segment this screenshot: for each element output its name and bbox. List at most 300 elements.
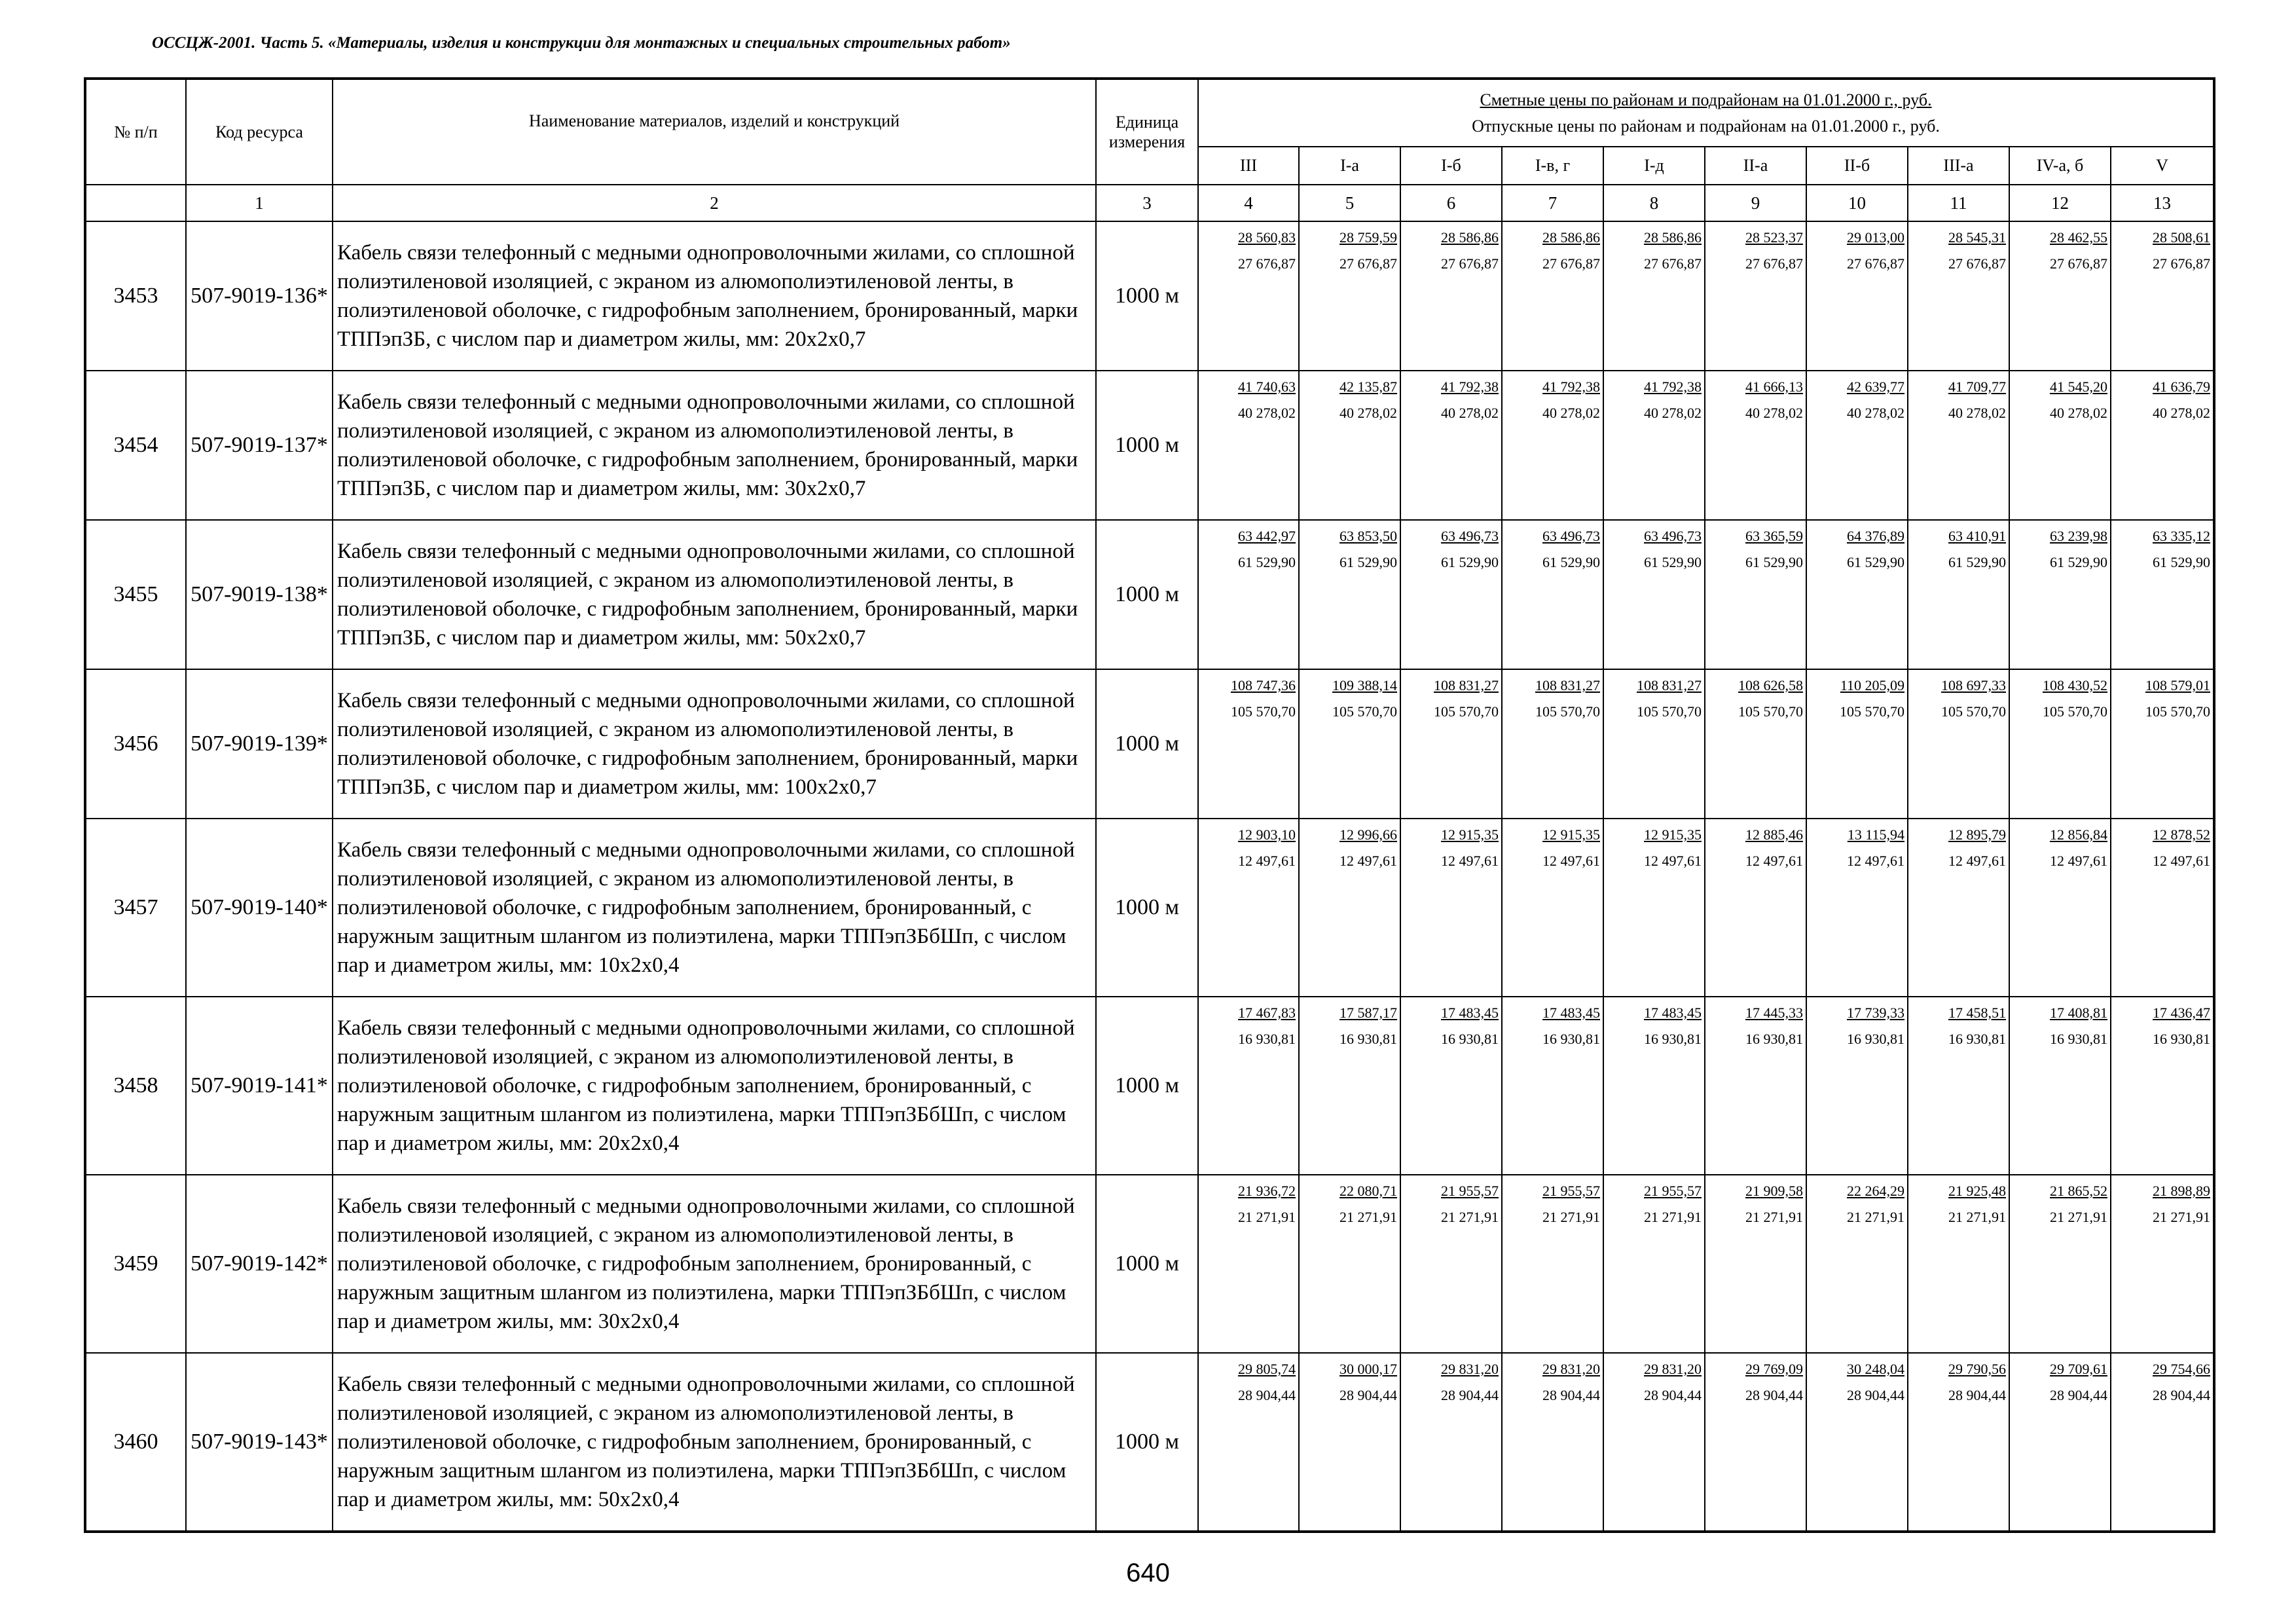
price-cell xyxy=(2111,669,2214,819)
column-number: 13 xyxy=(2111,185,2214,221)
region-header: III-а xyxy=(1908,147,2009,185)
estimate-price: 63 496,73 xyxy=(1644,528,1702,544)
header-unit: Единица измерения xyxy=(1096,79,1198,185)
resource-code: 507-9019-142* xyxy=(186,1175,333,1353)
release-price: 28 904,44 xyxy=(1745,1387,1803,1403)
price-cell xyxy=(1198,1353,1299,1532)
estimate-price: 17 587,17 xyxy=(1339,1005,1397,1021)
price-cell xyxy=(1908,371,2009,520)
price-cell xyxy=(2111,997,2214,1175)
column-number: 2 xyxy=(333,185,1096,221)
release-price: 105 570,70 xyxy=(1535,703,1600,720)
estimate-price: 63 335,12 xyxy=(2153,528,2211,544)
estimate-price: 17 458,51 xyxy=(1948,1005,2006,1021)
price-cell xyxy=(1299,1175,1400,1353)
price-cell xyxy=(1299,669,1400,819)
price-cell xyxy=(1705,221,1806,371)
estimate-price: 108 831,27 xyxy=(1535,677,1600,693)
estimate-price: 28 508,61 xyxy=(2153,229,2211,246)
price-cell xyxy=(1502,221,1603,371)
estimate-price: 12 878,52 xyxy=(2153,826,2211,843)
release-price: 16 930,81 xyxy=(1847,1031,1904,1047)
estimate-price: 12 915,35 xyxy=(1441,826,1499,843)
price-cell xyxy=(1299,997,1400,1175)
price-cell xyxy=(1806,997,1908,1175)
estimate-price: 28 545,31 xyxy=(1948,229,2006,246)
price-cell xyxy=(1198,669,1299,819)
unit-of-measure: 1000 м xyxy=(1096,997,1198,1175)
release-price: 27 676,87 xyxy=(1441,255,1499,272)
price-cell xyxy=(1400,371,1502,520)
estimate-price: 21 898,89 xyxy=(2153,1183,2211,1199)
price-cell xyxy=(1198,371,1299,520)
estimate-price: 21 909,58 xyxy=(1745,1183,1803,1199)
estimate-price: 29 013,00 xyxy=(1847,229,1904,246)
release-price: 27 676,87 xyxy=(2153,255,2211,272)
price-cell xyxy=(2111,1353,2214,1532)
item-name: Кабель связи телефонный с медными однопроволочными жилами, со сплошной полиэтиленовой изоляцией, с экраном из алюмополиэтиленовой ленты, в полиэтиленовой оболочке, с гидрофобным заполнением, бронированный, с наружным защитным шлангом из полиэтилена, марки ТППэпЗБбШп, с числом пар и диаметром жилы, мм: 30х2х0,4 xyxy=(333,1175,1096,1353)
price-cell xyxy=(1908,520,2009,669)
table-body xyxy=(85,221,2214,1532)
running-head: ОССЦЖ-2001. Часть 5. «Материалы, изделия и конструкции для монтажных и специальных строительных работ» xyxy=(152,34,1011,52)
price-cell xyxy=(1502,371,1603,520)
header-num: № п/п xyxy=(85,79,186,185)
price-cell xyxy=(1502,819,1603,997)
estimate-price: 17 467,83 xyxy=(1238,1005,1296,1021)
column-number: 7 xyxy=(1502,185,1603,221)
release-price: 28 904,44 xyxy=(2153,1387,2211,1403)
release-price: 27 676,87 xyxy=(1745,255,1803,272)
price-cell xyxy=(1502,1175,1603,1353)
price-cell xyxy=(1705,520,1806,669)
release-price: 61 529,90 xyxy=(2050,554,2107,570)
estimate-price: 41 792,38 xyxy=(1441,378,1499,395)
estimate-price: 41 545,20 xyxy=(2050,378,2107,395)
unit-of-measure: 1000 м xyxy=(1096,669,1198,819)
estimate-price: 12 885,46 xyxy=(1745,826,1803,843)
column-number: 3 xyxy=(1096,185,1198,221)
release-price: 40 278,02 xyxy=(1644,405,1702,421)
price-cell xyxy=(1705,371,1806,520)
price-cell xyxy=(1400,1353,1502,1532)
column-number: 9 xyxy=(1705,185,1806,221)
price-cell xyxy=(2111,819,2214,997)
price-cell xyxy=(1603,669,1705,819)
price-cell xyxy=(1603,819,1705,997)
release-price: 12 497,61 xyxy=(2050,853,2107,869)
release-price: 27 676,87 xyxy=(1339,255,1397,272)
price-table xyxy=(84,77,2215,1533)
estimate-price: 63 496,73 xyxy=(1542,528,1600,544)
estimate-price: 29 831,20 xyxy=(1644,1361,1702,1377)
price-cell xyxy=(1603,1353,1705,1532)
item-name: Кабель связи телефонный с медными однопроволочными жилами, со сплошной полиэтиленовой изоляцией, с экраном из алюмополиэтиленовой ленты, в полиэтиленовой оболочке, с гидрофобным заполнением, бронированный, с наружным защитным шлангом из полиэтилена, марки ТППэпЗБбШп, с числом пар и диаметром жилы, мм: 10х2х0,4 xyxy=(333,819,1096,997)
resource-code: 507-9019-143* xyxy=(186,1353,333,1532)
estimate-price: 12 915,35 xyxy=(1644,826,1702,843)
estimate-price: 17 739,33 xyxy=(1847,1005,1904,1021)
release-price: 21 271,91 xyxy=(1644,1209,1702,1225)
price-cell xyxy=(1400,669,1502,819)
item-name: Кабель связи телефонный с медными однопроволочными жилами, со сплошной полиэтиленовой изоляцией, с экраном из алюмополиэтиленовой ленты, в полиэтиленовой оболочке, с гидрофобным заполнением, бронированный, марки ТППэпЗБ, с числом пар и диаметром жилы, мм: 30х2х0,7 xyxy=(333,371,1096,520)
estimate-price: 63 365,59 xyxy=(1745,528,1803,544)
estimate-price: 63 410,91 xyxy=(1948,528,2006,544)
release-price: 105 570,70 xyxy=(1941,703,2006,720)
release-price: 105 570,70 xyxy=(1637,703,1702,720)
price-cell xyxy=(1400,520,1502,669)
release-price: 16 930,81 xyxy=(1948,1031,2006,1047)
estimate-price: 29 754,66 xyxy=(2153,1361,2211,1377)
estimate-price: 28 586,86 xyxy=(1441,229,1499,246)
release-price: 16 930,81 xyxy=(1542,1031,1600,1047)
item-name: Кабель связи телефонный с медными однопроволочными жилами, со сплошной полиэтиленовой изоляцией, с экраном из алюмополиэтиленовой ленты, в полиэтиленовой оболочке, с гидрофобным заполнением, бронированный, марки ТППэпЗБ, с числом пар и диаметром жилы, мм: 100х2х0,7 xyxy=(333,669,1096,819)
price-cell xyxy=(1400,819,1502,997)
release-price: 21 271,91 xyxy=(2153,1209,2211,1225)
release-price: 16 930,81 xyxy=(1339,1031,1397,1047)
unit-of-measure: 1000 м xyxy=(1096,520,1198,669)
release-price: 27 676,87 xyxy=(2050,255,2107,272)
estimate-price: 109 388,14 xyxy=(1332,677,1397,693)
release-price: 12 497,61 xyxy=(1238,853,1296,869)
release-price: 61 529,90 xyxy=(1542,554,1600,570)
release-price: 21 271,91 xyxy=(1542,1209,1600,1225)
column-number: 12 xyxy=(2009,185,2111,221)
estimate-price: 12 856,84 xyxy=(2050,826,2107,843)
price-cell xyxy=(2009,221,2111,371)
item-name: Кабель связи телефонный с медными однопроволочными жилами, со сплошной полиэтиленовой изоляцией, с экраном из алюмополиэтиленовой ленты, в полиэтиленовой оболочке, с гидрофобным заполнением, бронированный, марки ТППэпЗБ, с числом пар и диаметром жилы, мм: 20х2х0,7 xyxy=(333,221,1096,371)
price-cell xyxy=(1198,520,1299,669)
release-price: 21 271,91 xyxy=(1238,1209,1296,1225)
price-cell xyxy=(1400,997,1502,1175)
estimate-price: 108 747,36 xyxy=(1231,677,1296,693)
row-number: 3458 xyxy=(85,997,186,1175)
price-cell xyxy=(2009,819,2111,997)
release-price: 28 904,44 xyxy=(2050,1387,2107,1403)
price-cell xyxy=(1806,1175,1908,1353)
estimate-price: 30 248,04 xyxy=(1847,1361,1904,1377)
table-row xyxy=(85,819,2214,997)
resource-code: 507-9019-136* xyxy=(186,221,333,371)
estimate-price: 12 915,35 xyxy=(1542,826,1600,843)
region-header: IV-а, б xyxy=(2009,147,2111,185)
table-row xyxy=(85,520,2214,669)
release-price: 12 497,61 xyxy=(1847,853,1904,869)
row-number: 3454 xyxy=(85,371,186,520)
price-cell xyxy=(1198,997,1299,1175)
header-prices xyxy=(1198,79,2214,147)
price-cell xyxy=(1603,997,1705,1175)
estimate-price: 12 996,66 xyxy=(1339,826,1397,843)
table-row xyxy=(85,371,2214,520)
release-price: 105 570,70 xyxy=(1332,703,1397,720)
column-number-empty xyxy=(85,185,186,221)
price-cell xyxy=(1908,997,2009,1175)
estimate-price: 63 496,73 xyxy=(1441,528,1499,544)
price-cell xyxy=(1806,819,1908,997)
estimate-price: 28 586,86 xyxy=(1542,229,1600,246)
row-number: 3457 xyxy=(85,819,186,997)
region-header: V xyxy=(2111,147,2214,185)
estimate-price: 21 955,57 xyxy=(1441,1183,1499,1199)
header-name: Наименование материалов, изделий и конструкций xyxy=(333,79,1096,185)
column-number: 10 xyxy=(1806,185,1908,221)
price-cell xyxy=(1603,1175,1705,1353)
estimate-price: 29 709,61 xyxy=(2050,1361,2107,1377)
estimate-price: 30 000,17 xyxy=(1339,1361,1397,1377)
release-price: 28 904,44 xyxy=(1644,1387,1702,1403)
estimate-price: 22 080,71 xyxy=(1339,1183,1397,1199)
release-price: 40 278,02 xyxy=(1745,405,1803,421)
estimate-price: 28 523,37 xyxy=(1745,229,1803,246)
price-cell xyxy=(1198,819,1299,997)
price-cell xyxy=(1908,221,2009,371)
resource-code: 507-9019-140* xyxy=(186,819,333,997)
price-cell xyxy=(1299,1353,1400,1532)
estimate-price: 63 853,50 xyxy=(1339,528,1397,544)
release-price: 105 570,70 xyxy=(1840,703,1904,720)
release-price: 40 278,02 xyxy=(1238,405,1296,421)
price-cell xyxy=(1806,221,1908,371)
estimate-price: 28 462,55 xyxy=(2050,229,2107,246)
release-price: 12 497,61 xyxy=(1441,853,1499,869)
region-header: II-б xyxy=(1806,147,1908,185)
estimate-price: 63 239,98 xyxy=(2050,528,2107,544)
price-cell xyxy=(2009,520,2111,669)
estimate-price: 28 759,59 xyxy=(1339,229,1397,246)
release-price: 12 497,61 xyxy=(1745,853,1803,869)
estimate-price: 29 805,74 xyxy=(1238,1361,1296,1377)
price-cell xyxy=(1502,997,1603,1175)
release-price: 12 497,61 xyxy=(1542,853,1600,869)
release-price: 105 570,70 xyxy=(1434,703,1499,720)
price-cell xyxy=(2111,1175,2214,1353)
price-cell xyxy=(1806,669,1908,819)
release-price: 28 904,44 xyxy=(1441,1387,1499,1403)
release-price: 27 676,87 xyxy=(1644,255,1702,272)
resource-code: 507-9019-141* xyxy=(186,997,333,1175)
release-price: 27 676,87 xyxy=(1238,255,1296,272)
release-price: 61 529,90 xyxy=(2153,554,2211,570)
header-prices-release: Отпускные цены по районам и подрайонам на 01.01.2000 г., руб. xyxy=(1472,116,1940,136)
price-cell xyxy=(1198,1175,1299,1353)
price-cell xyxy=(1400,221,1502,371)
column-number: 11 xyxy=(1908,185,2009,221)
price-cell xyxy=(1502,669,1603,819)
release-price: 105 570,70 xyxy=(2145,703,2211,720)
unit-of-measure: 1000 м xyxy=(1096,819,1198,997)
estimate-price: 17 483,45 xyxy=(1644,1005,1702,1021)
estimate-price: 17 483,45 xyxy=(1441,1005,1499,1021)
release-price: 105 570,70 xyxy=(1231,703,1296,720)
unit-of-measure: 1000 м xyxy=(1096,221,1198,371)
price-cell xyxy=(1806,520,1908,669)
estimate-price: 21 936,72 xyxy=(1238,1183,1296,1199)
item-name: Кабель связи телефонный с медными однопроволочными жилами, со сплошной полиэтиленовой изоляцией, с экраном из алюмополиэтиленовой ленты, в полиэтиленовой оболочке, с гидрофобным заполнением, бронированный, с наружным защитным шлангом из полиэтилена, марки ТППэпЗБбШп, с числом пар и диаметром жилы, мм: 20х2х0,4 xyxy=(333,997,1096,1175)
item-name: Кабель связи телефонный с медными однопроволочными жилами, со сплошной полиэтиленовой изоляцией, с экраном из алюмополиэтиленовой ленты, в полиэтиленовой оболочке, с гидрофобным заполнением, бронированный, с наружным защитным шлангом из полиэтилена, марки ТППэпЗБбШп, с числом пар и диаметром жилы, мм: 50х2х0,4 xyxy=(333,1353,1096,1532)
price-cell xyxy=(1806,1353,1908,1532)
column-number: 5 xyxy=(1299,185,1400,221)
release-price: 28 904,44 xyxy=(1542,1387,1600,1403)
column-number: 8 xyxy=(1603,185,1705,221)
price-cell xyxy=(1400,1175,1502,1353)
release-price: 40 278,02 xyxy=(1847,405,1904,421)
price-cell xyxy=(1705,997,1806,1175)
release-price: 40 278,02 xyxy=(1339,405,1397,421)
release-price: 61 529,90 xyxy=(1441,554,1499,570)
price-cell xyxy=(1705,1175,1806,1353)
price-cell xyxy=(2009,371,2111,520)
estimate-price: 29 790,56 xyxy=(1948,1361,2006,1377)
region-header: II-а xyxy=(1705,147,1806,185)
header-code: Код ресурса xyxy=(186,79,333,185)
release-price: 16 930,81 xyxy=(1644,1031,1702,1047)
release-price: 28 904,44 xyxy=(1339,1387,1397,1403)
estimate-price: 42 135,87 xyxy=(1339,378,1397,395)
release-price: 21 271,91 xyxy=(1339,1209,1397,1225)
release-price: 61 529,90 xyxy=(1745,554,1803,570)
price-cell xyxy=(1299,520,1400,669)
unit-of-measure: 1000 м xyxy=(1096,1353,1198,1532)
release-price: 28 904,44 xyxy=(1847,1387,1904,1403)
estimate-price: 42 639,77 xyxy=(1847,378,1904,395)
release-price: 61 529,90 xyxy=(1238,554,1296,570)
row-number: 3456 xyxy=(85,669,186,819)
release-price: 16 930,81 xyxy=(2050,1031,2107,1047)
price-cell xyxy=(1603,371,1705,520)
price-cell xyxy=(1908,669,2009,819)
estimate-price: 17 483,45 xyxy=(1542,1005,1600,1021)
estimate-price: 17 445,33 xyxy=(1745,1005,1803,1021)
unit-of-measure: 1000 м xyxy=(1096,371,1198,520)
column-number-row xyxy=(85,185,2214,221)
release-price: 61 529,90 xyxy=(1948,554,2006,570)
estimate-price: 22 264,29 xyxy=(1847,1183,1904,1199)
row-number: 3459 xyxy=(85,1175,186,1353)
price-cell xyxy=(1705,819,1806,997)
estimate-price: 41 740,63 xyxy=(1238,378,1296,395)
table-row xyxy=(85,997,2214,1175)
release-price: 40 278,02 xyxy=(1948,405,2006,421)
release-price: 40 278,02 xyxy=(1441,405,1499,421)
row-number: 3460 xyxy=(85,1353,186,1532)
column-number: 6 xyxy=(1400,185,1502,221)
estimate-price: 17 408,81 xyxy=(2050,1005,2107,1021)
price-cell xyxy=(1908,1175,2009,1353)
row-number: 3453 xyxy=(85,221,186,371)
release-price: 16 930,81 xyxy=(1745,1031,1803,1047)
item-name: Кабель связи телефонный с медными однопроволочными жилами, со сплошной полиэтиленовой изоляцией, с экраном из алюмополиэтиленовой ленты, в полиэтиленовой оболочке, с гидрофобным заполнением, бронированный, марки ТППэпЗБ, с числом пар и диаметром жилы, мм: 50х2х0,7 xyxy=(333,520,1096,669)
estimate-price: 13 115,94 xyxy=(1847,826,1904,843)
region-header: III xyxy=(1198,147,1299,185)
estimate-price: 110 205,09 xyxy=(1840,677,1904,693)
price-cell xyxy=(2111,371,2214,520)
release-price: 27 676,87 xyxy=(1948,255,2006,272)
estimate-price: 12 903,10 xyxy=(1238,826,1296,843)
release-price: 27 676,87 xyxy=(1847,255,1904,272)
release-price: 21 271,91 xyxy=(1745,1209,1803,1225)
price-cell xyxy=(1299,221,1400,371)
price-cell xyxy=(1299,819,1400,997)
price-cell xyxy=(1603,221,1705,371)
release-price: 21 271,91 xyxy=(1847,1209,1904,1225)
release-price: 27 676,87 xyxy=(1542,255,1600,272)
column-number: 1 xyxy=(186,185,333,221)
estimate-price: 41 792,38 xyxy=(1542,378,1600,395)
release-price: 61 529,90 xyxy=(1644,554,1702,570)
column-number: 4 xyxy=(1198,185,1299,221)
resource-code: 507-9019-139* xyxy=(186,669,333,819)
estimate-price: 29 831,20 xyxy=(1441,1361,1499,1377)
table-row xyxy=(85,1353,2214,1532)
release-price: 40 278,02 xyxy=(1542,405,1600,421)
resource-code: 507-9019-137* xyxy=(186,371,333,520)
release-price: 12 497,61 xyxy=(1644,853,1702,869)
region-header: I-а xyxy=(1299,147,1400,185)
estimate-price: 41 666,13 xyxy=(1745,378,1803,395)
price-cell xyxy=(1705,669,1806,819)
price-cell xyxy=(1908,819,2009,997)
release-price: 105 570,70 xyxy=(1738,703,1803,720)
price-cell xyxy=(1908,1353,2009,1532)
estimate-price: 12 895,79 xyxy=(1948,826,2006,843)
table-row xyxy=(85,221,2214,371)
header-prices-estimate: Сметные цены по районам и подрайонам на 01.01.2000 г., руб. xyxy=(1480,90,1932,109)
release-price: 40 278,02 xyxy=(2153,405,2211,421)
price-cell xyxy=(1806,371,1908,520)
price-cell xyxy=(2111,221,2214,371)
estimate-price: 41 709,77 xyxy=(1948,378,2006,395)
estimate-price: 21 955,57 xyxy=(1542,1183,1600,1199)
price-cell xyxy=(1603,520,1705,669)
estimate-price: 21 925,48 xyxy=(1948,1183,2006,1199)
estimate-price: 64 376,89 xyxy=(1847,528,1904,544)
price-cell xyxy=(1299,371,1400,520)
estimate-price: 28 586,86 xyxy=(1644,229,1702,246)
price-cell xyxy=(2111,520,2214,669)
estimate-price: 108 430,52 xyxy=(2043,677,2107,693)
estimate-price: 108 831,27 xyxy=(1434,677,1499,693)
release-price: 28 904,44 xyxy=(1238,1387,1296,1403)
estimate-price: 108 626,58 xyxy=(1738,677,1803,693)
estimate-price: 29 769,09 xyxy=(1745,1361,1803,1377)
price-cell xyxy=(2009,1353,2111,1532)
release-price: 12 497,61 xyxy=(2153,853,2211,869)
release-price: 16 930,81 xyxy=(1238,1031,1296,1047)
estimate-price: 63 442,97 xyxy=(1238,528,1296,544)
estimate-price: 41 636,79 xyxy=(2153,378,2211,395)
price-cell xyxy=(2009,1175,2111,1353)
table-row xyxy=(85,669,2214,819)
release-price: 40 278,02 xyxy=(2050,405,2107,421)
price-cell xyxy=(1198,221,1299,371)
estimate-price: 108 579,01 xyxy=(2145,677,2211,693)
region-header: I-в, г xyxy=(1502,147,1603,185)
estimate-price: 21 955,57 xyxy=(1644,1183,1702,1199)
release-price: 16 930,81 xyxy=(1441,1031,1499,1047)
release-price: 21 271,91 xyxy=(1948,1209,2006,1225)
price-cell xyxy=(1705,1353,1806,1532)
release-price: 28 904,44 xyxy=(1948,1387,2006,1403)
price-cell xyxy=(2009,669,2111,819)
estimate-price: 29 831,20 xyxy=(1542,1361,1600,1377)
release-price: 16 930,81 xyxy=(2153,1031,2211,1047)
region-header: I-д xyxy=(1603,147,1705,185)
region-header: I-б xyxy=(1400,147,1502,185)
release-price: 12 497,61 xyxy=(1948,853,2006,869)
release-price: 21 271,91 xyxy=(2050,1209,2107,1225)
release-price: 61 529,90 xyxy=(1847,554,1904,570)
release-price: 61 529,90 xyxy=(1339,554,1397,570)
price-cell xyxy=(1502,520,1603,669)
